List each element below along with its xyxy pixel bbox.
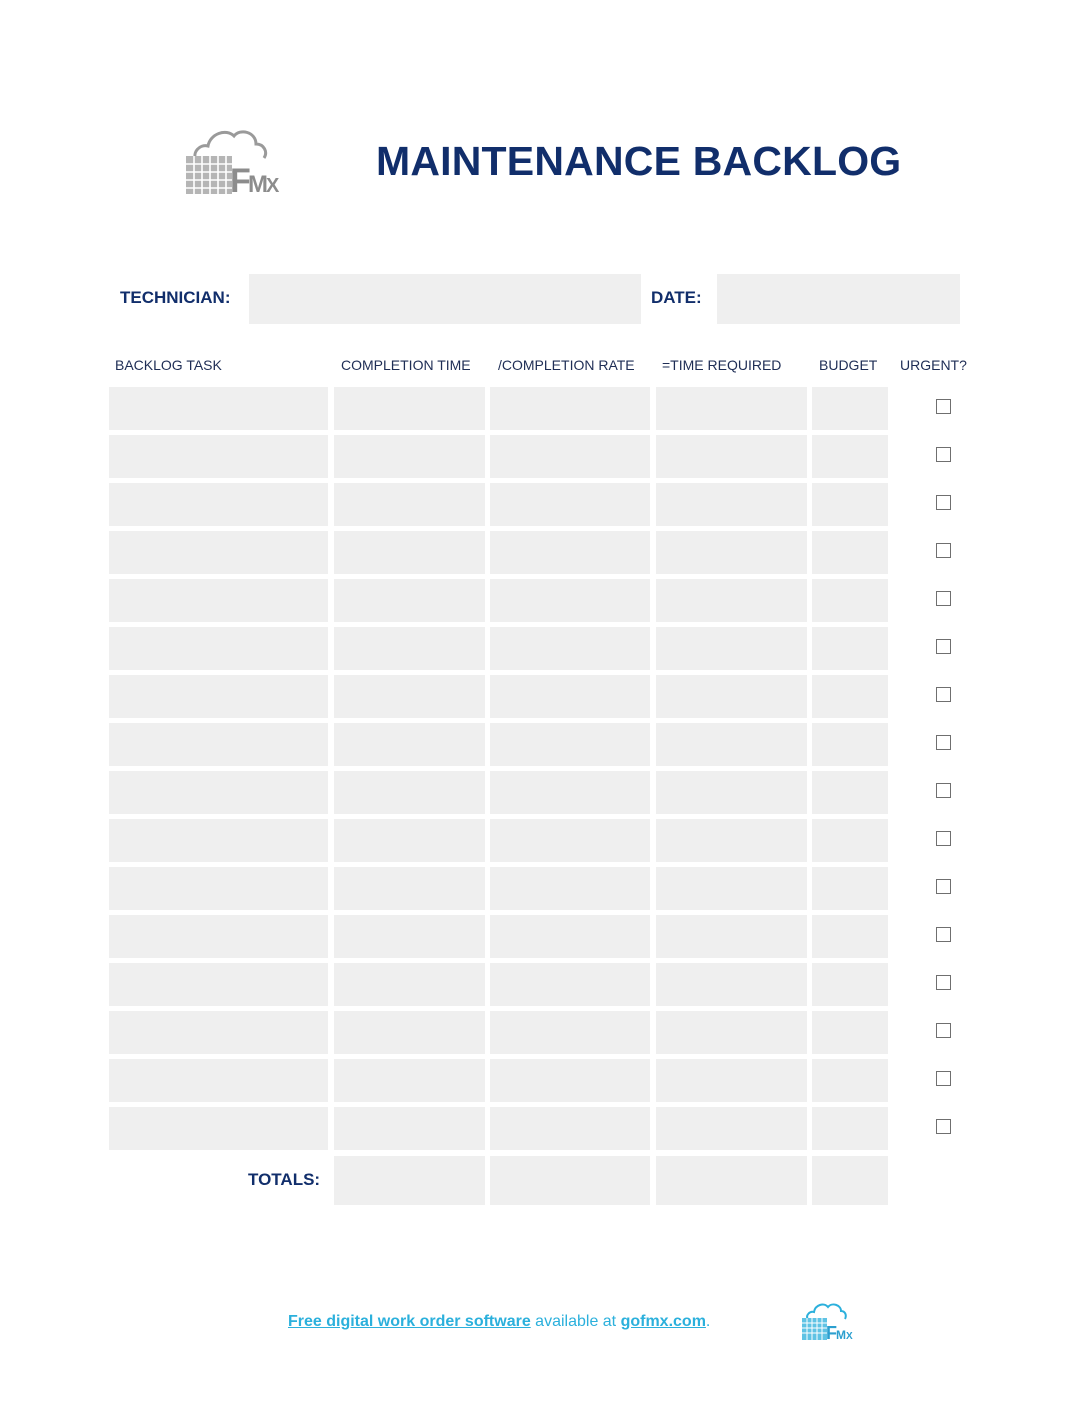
fmx-logo-small-icon (800, 1300, 852, 1342)
column-header-budget: BUDGET (819, 357, 878, 373)
completion-time-cell[interactable] (334, 531, 485, 574)
completion-rate-cell[interactable] (490, 531, 650, 574)
svg-text:F: F (230, 162, 251, 200)
completion-time-cell[interactable] (334, 627, 485, 670)
urgent-checkbox[interactable] (936, 1071, 951, 1086)
column-header-completion-time: COMPLETION TIME (341, 357, 471, 373)
technician-field[interactable] (249, 274, 641, 324)
time-required-cell[interactable] (656, 531, 807, 574)
column-header-urgent: URGENT? (900, 357, 967, 373)
total-budget-cell[interactable] (812, 1156, 888, 1205)
time-required-cell[interactable] (656, 819, 807, 862)
technician-label: TECHNICIAN: (120, 288, 231, 307)
budget-cell[interactable] (812, 867, 888, 910)
budget-cell[interactable] (812, 723, 888, 766)
completion-time-cell[interactable] (334, 771, 485, 814)
time-required-cell[interactable] (656, 675, 807, 718)
time-required-cell[interactable] (656, 1059, 807, 1102)
svg-text:X: X (846, 1331, 853, 1342)
backlog-task-cell[interactable] (109, 819, 328, 862)
budget-cell[interactable] (812, 579, 888, 622)
completion-rate-cell[interactable] (490, 483, 650, 526)
backlog-task-cell[interactable] (109, 771, 328, 814)
completion-time-cell[interactable] (334, 915, 485, 958)
backlog-task-cell[interactable] (109, 1107, 328, 1150)
completion-rate-cell[interactable] (490, 627, 650, 670)
time-required-cell[interactable] (656, 867, 807, 910)
backlog-task-cell[interactable] (109, 915, 328, 958)
time-required-cell[interactable] (656, 483, 807, 526)
urgent-checkbox[interactable] (936, 495, 951, 510)
footer-site-link[interactable]: gofmx.com (620, 1313, 706, 1330)
total-time-required-cell[interactable] (656, 1156, 807, 1205)
backlog-task-cell[interactable] (109, 963, 328, 1006)
urgent-checkbox[interactable] (936, 975, 951, 990)
backlog-task-cell[interactable] (109, 627, 328, 670)
urgent-checkbox[interactable] (936, 927, 951, 942)
urgent-checkbox[interactable] (936, 1023, 951, 1038)
completion-time-cell[interactable] (334, 1107, 485, 1150)
urgent-checkbox[interactable] (936, 687, 951, 702)
backlog-task-cell[interactable] (109, 1011, 328, 1054)
completion-rate-cell[interactable] (490, 915, 650, 958)
completion-time-cell[interactable] (334, 723, 485, 766)
completion-time-cell[interactable] (334, 963, 485, 1006)
urgent-checkbox[interactable] (936, 1119, 951, 1134)
budget-cell[interactable] (812, 819, 888, 862)
budget-cell[interactable] (812, 1107, 888, 1150)
completion-rate-cell[interactable] (490, 723, 650, 766)
completion-rate-cell[interactable] (490, 435, 650, 478)
budget-cell[interactable] (812, 531, 888, 574)
completion-time-cell[interactable] (334, 819, 485, 862)
footer-text (288, 1313, 710, 1331)
backlog-task-cell[interactable] (109, 675, 328, 718)
time-required-cell[interactable] (656, 915, 807, 958)
budget-cell[interactable] (812, 1059, 888, 1102)
completion-rate-cell[interactable] (490, 1059, 650, 1102)
urgent-checkbox[interactable] (936, 831, 951, 846)
budget-cell[interactable] (812, 435, 888, 478)
backlog-task-cell[interactable] (109, 579, 328, 622)
urgent-checkbox[interactable] (936, 447, 951, 462)
svg-text:M: M (248, 171, 268, 198)
budget-cell[interactable] (812, 963, 888, 1006)
completion-rate-cell[interactable] (490, 771, 650, 814)
backlog-task-cell[interactable] (109, 1059, 328, 1102)
urgent-checkbox[interactable] (936, 879, 951, 894)
time-required-cell[interactable] (656, 627, 807, 670)
urgent-checkbox[interactable] (936, 735, 951, 750)
urgent-checkbox[interactable] (936, 591, 951, 606)
budget-cell[interactable] (812, 771, 888, 814)
budget-cell[interactable] (812, 627, 888, 670)
completion-rate-cell[interactable] (490, 867, 650, 910)
completion-time-cell[interactable] (334, 435, 485, 478)
svg-text:X: X (266, 175, 280, 197)
completion-rate-cell[interactable] (490, 579, 650, 622)
time-required-cell[interactable] (656, 723, 807, 766)
page-title: MAINTENANCE BACKLOG (376, 138, 902, 184)
totals-label: TOTALS: (248, 1170, 321, 1189)
footer-middle-text: available at (530, 1313, 621, 1330)
column-header-time-required: =TIME REQUIRED (662, 357, 782, 373)
svg-text:F: F (826, 1323, 837, 1343)
time-required-cell[interactable] (656, 1107, 807, 1150)
backlog-task-cell[interactable] (109, 435, 328, 478)
completion-rate-cell[interactable] (490, 1011, 650, 1054)
completion-time-cell[interactable] (334, 579, 485, 622)
budget-cell[interactable] (812, 1011, 888, 1054)
completion-time-cell[interactable] (334, 675, 485, 718)
backlog-task-cell[interactable] (109, 483, 328, 526)
time-required-cell[interactable] (656, 579, 807, 622)
completion-time-cell[interactable] (334, 483, 485, 526)
column-header-backlog-task: BACKLOG TASK (115, 357, 222, 373)
footer-software-link[interactable]: Free digital work order software (288, 1313, 531, 1330)
total-completion-time-cell[interactable] (334, 1156, 485, 1205)
footer-end-text: . (705, 1313, 711, 1330)
budget-cell[interactable] (812, 675, 888, 718)
budget-cell[interactable] (812, 483, 888, 526)
completion-rate-cell[interactable] (490, 1107, 650, 1150)
backlog-task-cell[interactable] (109, 867, 328, 910)
time-required-cell[interactable] (656, 387, 807, 430)
urgent-checkbox[interactable] (936, 399, 951, 414)
completion-time-cell[interactable] (334, 1059, 485, 1102)
urgent-checkbox[interactable] (936, 543, 951, 558)
total-completion-rate-cell[interactable] (490, 1156, 650, 1205)
time-required-cell[interactable] (656, 435, 807, 478)
backlog-task-cell[interactable] (109, 723, 328, 766)
date-field[interactable] (717, 274, 960, 324)
completion-rate-cell[interactable] (490, 819, 650, 862)
time-required-cell[interactable] (656, 963, 807, 1006)
urgent-checkbox[interactable] (936, 639, 951, 654)
column-header-completion-rate: /COMPLETION RATE (498, 357, 635, 373)
completion-time-cell[interactable] (334, 387, 485, 430)
backlog-task-cell[interactable] (109, 531, 328, 574)
completion-rate-cell[interactable] (490, 387, 650, 430)
svg-text:M: M (836, 1328, 846, 1342)
urgent-checkbox[interactable] (936, 783, 951, 798)
completion-time-cell[interactable] (334, 867, 485, 910)
completion-rate-cell[interactable] (490, 963, 650, 1006)
completion-rate-cell[interactable] (490, 675, 650, 718)
time-required-cell[interactable] (656, 1011, 807, 1054)
fmx-logo-icon (182, 122, 280, 198)
completion-time-cell[interactable] (334, 1011, 485, 1054)
time-required-cell[interactable] (656, 771, 807, 814)
backlog-task-cell[interactable] (109, 387, 328, 430)
budget-cell[interactable] (812, 387, 888, 430)
budget-cell[interactable] (812, 915, 888, 958)
date-label: DATE: (651, 288, 702, 307)
